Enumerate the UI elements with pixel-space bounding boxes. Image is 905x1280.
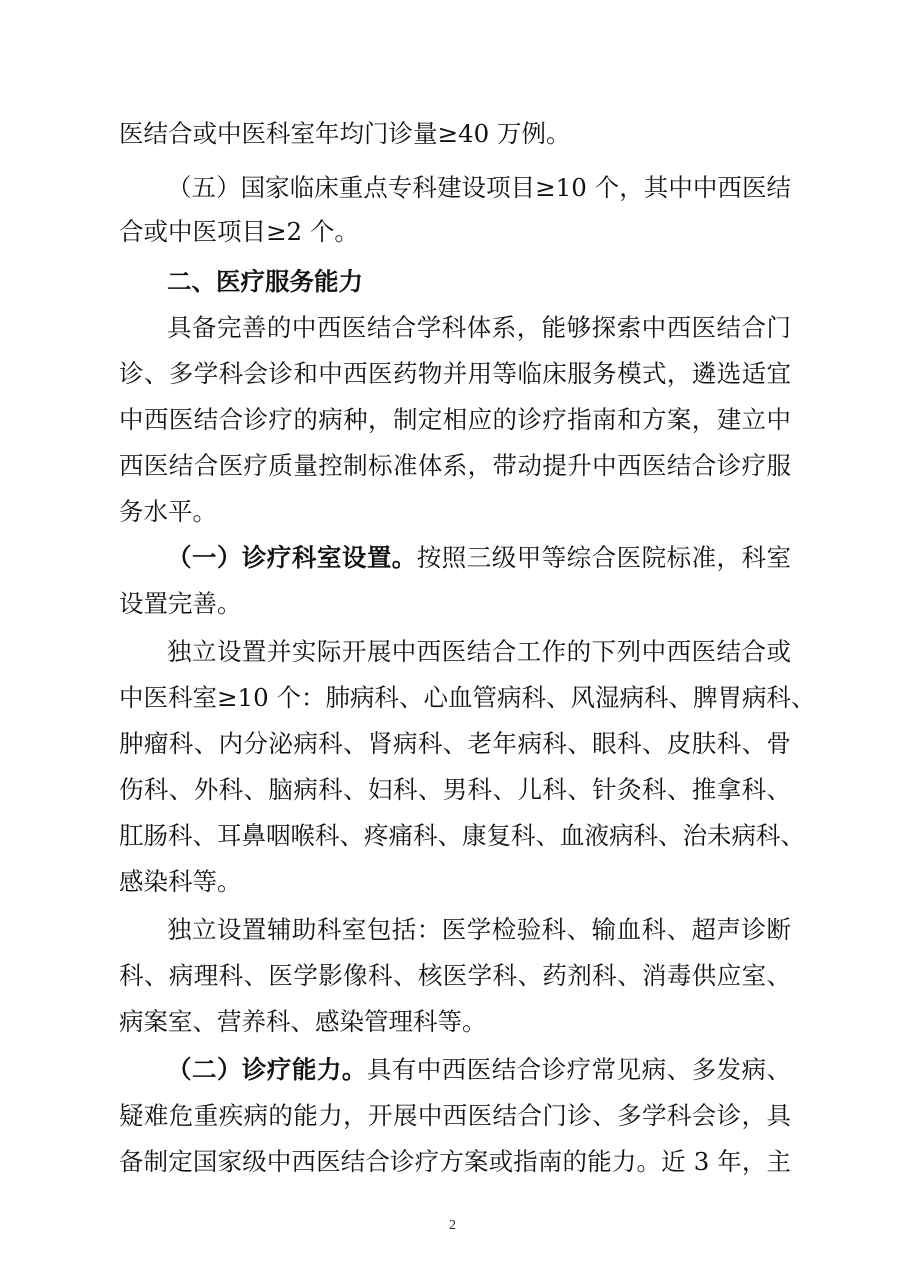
paragraph-line: 中医科室≥10 个：肺病科、心血管病科、风湿病科、脾胃病科、: [119, 683, 816, 712]
paragraph-line: 设置完善。: [119, 589, 242, 618]
paragraph-line: （五）国家临床重点专科建设项目≥10 个，其中中西医结: [167, 173, 791, 202]
paragraph-line: 伤科、外科、脑病科、妇科、男科、儿科、针灸科、推拿科、: [119, 775, 791, 804]
page-number: 2: [449, 1218, 456, 1233]
subsection-title: （一）诊疗科室设置。: [167, 543, 417, 572]
paragraph-line: 肛肠科、耳鼻咽喉科、疼痛科、康复科、血液病科、治未病科、: [119, 821, 805, 850]
paragraph-line: 疑难危重疾病的能力，开展中西医结合门诊、多学科会诊，具: [119, 1101, 791, 1130]
paragraph-line: 备制定国家级中西医结合诊疗方案或指南的能力。近 3 年，主: [119, 1147, 791, 1176]
paragraph-line: 感染科等。: [119, 867, 242, 896]
paragraph-line: 务水平。: [119, 497, 217, 526]
paragraph-line: 科、病理科、医学影像科、核医学科、药剂科、消毒供应室、: [119, 961, 791, 990]
subsection-text: 按照三级甲等综合医院标准，科室: [416, 543, 792, 572]
paragraph-line: 医结合或中医科室年均门诊量≥40 万例。: [119, 119, 571, 148]
subsection-line: [167, 538, 791, 578]
paragraph-line: 独立设置辅助科室包括：医学检验科、输血科、超声诊断: [167, 915, 791, 944]
subsection-title: （二）诊疗能力。: [167, 1055, 367, 1084]
paragraph-line: 肿瘤科、内分泌病科、肾病科、老年病科、眼科、皮肤科、骨: [119, 729, 791, 758]
paragraph-line: 病案室、营养科、感染管理科等。: [119, 1007, 487, 1036]
paragraph-line: 具备完善的中西医结合学科体系，能够探索中西医结合门: [167, 313, 791, 342]
paragraph-line: 合或中医项目≥2 个。: [119, 217, 359, 246]
subsection-text: 具有中西医结合诊疗常见病、多发病、: [366, 1055, 792, 1084]
subsection-line: [167, 1050, 791, 1090]
paragraph-line: 独立设置并实际开展中西医结合工作的下列中西医结合或: [167, 637, 791, 666]
section-heading: 二、医疗服务能力: [167, 267, 363, 296]
paragraph-line: 西医结合医疗质量控制标准体系，带动提升中西医结合诊疗服: [119, 451, 791, 480]
paragraph-line: 诊、多学科会诊和中西医药物并用等临床服务模式，遴选适宜: [119, 359, 791, 388]
paragraph-line: 中西医结合诊疗的病种，制定相应的诊疗指南和方案，建立中: [119, 405, 791, 434]
